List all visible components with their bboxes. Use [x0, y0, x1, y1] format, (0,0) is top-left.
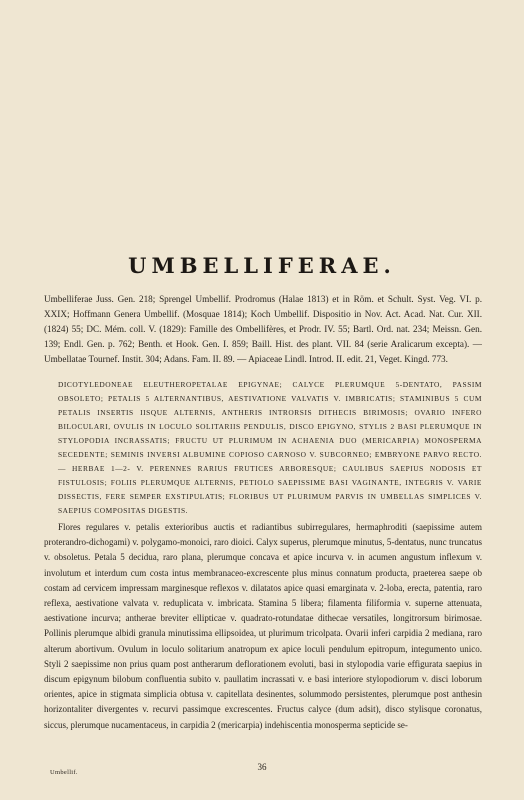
character-paragraph — [58, 378, 482, 518]
character-text: DICOTYLEDONEAE ELEUTHEROPETALAE EPIGYNAE; CALYCE PLERUMQUE 5-DENTATO, PASSIM OBSOLETO; PETALIS 5 ALTERNANTIBUS, AESTIVATIONE VALVATIS V. IMBRICATIS; STAMINIBUS 5 CUM PETALIS INSERTIS IISQUE ALTERNIS, ANTHERIS INTRORSIS DITHECIS BIRIMOSIS; OVARIO INFERO BILOCULARI, OVULIS IN LOCULO SOLITARIIS PENDULIS, DISCO EPIGYNO, STYLIS 2 BASI PLERUMQUE IN STYLOPODIA INCRASSATIS; FRUCTU UT PLURIMUM IN ACHAENIA DUO (MERICARPIA) MONOSPERMA SECEDENTE; SEMINIS INVERSI ALBUMINE COPIOSO CARNOSO V. SUBCORNEO; EMBRYONE PARVO RECTO. — HERBAE 1—2- V. PERENNES RARIUS FRUTICES ARBORESQUE; CAULIBUS SAEPIUS NODOSIS ET FISTULOSIS; FOLIIS PLERUMQUE ALTERNIS, PETIOLO SAEPISSIME BASI VAGINANTE, INTEGRIS V. VARIE DISSECTIS, FERE SEMPER EXSTIPULATIS; FLORIBUS UT PLURIMUM PARVIS IN UMBELLAS SIMPLICES V. SAEPIUS COMPOSITAS DIGESTIS. — [58, 380, 482, 515]
references-text: Umbelliferae Juss. Gen. 218; Sprengel Umbellif. Prodromus (Halae 1813) et in Röm. et Schult. Syst. Veg. VI. p. XXIX; Hoffmann Genera Umbellif. (Mosquae 1814); Koch Umbellif. Dispositio in Nov. Act. Acad. Nat. Cur. XII. (1824) 55; DC. Mém. coll. V. (1829): Famille des Ombellifères, et Prodr. IV. 55; Bartl. Ord. nat. 234; Meissn. Gen. 139; Endl. Gen. p. 762; Benth. et Hook. Gen. I. 859; Baill. Hist. des plant. VII. 84 (serie Aralicarum excepta). — Umbellatae Tournef. Instit. 304; Adans. Fam. II. 89. — Apiaceae Lindl. Introd. II. edit. 21, Veget. Kingd. 773. — [44, 294, 482, 364]
references-paragraph — [44, 292, 482, 367]
footer-signature: Umbellif. — [50, 769, 78, 776]
page-number: 36 — [257, 762, 267, 772]
page-title: UMBELLIFERAE. — [128, 253, 396, 278]
description-paragraph — [44, 520, 482, 733]
description-text: Flores regulares v. petalis exterioribus auctis et radiantibus subirregulares, hermaphroditi (saepissime autem proterandro-dichogami) v. polygamo-monoici, raro dioici. Calyx superus, plerumque minutus, 5-dentatus, nunc truncatus v. obsoletus. Petala 5 decidua, raro plana, plerumque concava et apice incurva v. in acumen angustum inflexum v. involutum et interdum cum costa intus membranaceo-excrescente plus minus connatum producta, praeterea saepe ob costam ad cervicem impressam marginesque reflexos v. dilatatos apice quasi emarginata v. 2-loba, erecta, patentia, raro reflexa, aestivatione valvata v. reduplicata v. imbricata. Stamina 5 libera; filamenta filiformia v. superne attenuata, aestivatione incurva; antherae breviter ellipticae v. quadrato-rotundatae dithecae versatiles, longitrorsum birimosae. Pollinis plerumque albidi granula minutissima ellipsoidea, ut plurimum tricolpata. Ovarii inferi carpidia 2 mediana, raro alterum abortivum. Ovulum in loculo solitarium anatropum ex apice loculi pendulum epitropum, integumento unico. Styli 2 saepissime non prius quam post antherarum deflorationem evoluti, basi in stylopodia varie effigurata saepius in discum epigynum bilobum confluentia subito v. paullatim incrassati v. e basi interiore stylopodiorum v. disci loborum orientes, apice in stigmata simplicia obtusa v. capitellata desinentes, solummodo persistentes, plerumque post anthesin horizontaliter divergentes v. recurvi passimque excrescentes. Fructus calyce (dum adsit), disco stylisque coronatus, siccus, plerumque nucamentaceus, in carpidia 2 (mericarpia) indehiscentia monosperma septicide se- — [44, 522, 482, 730]
